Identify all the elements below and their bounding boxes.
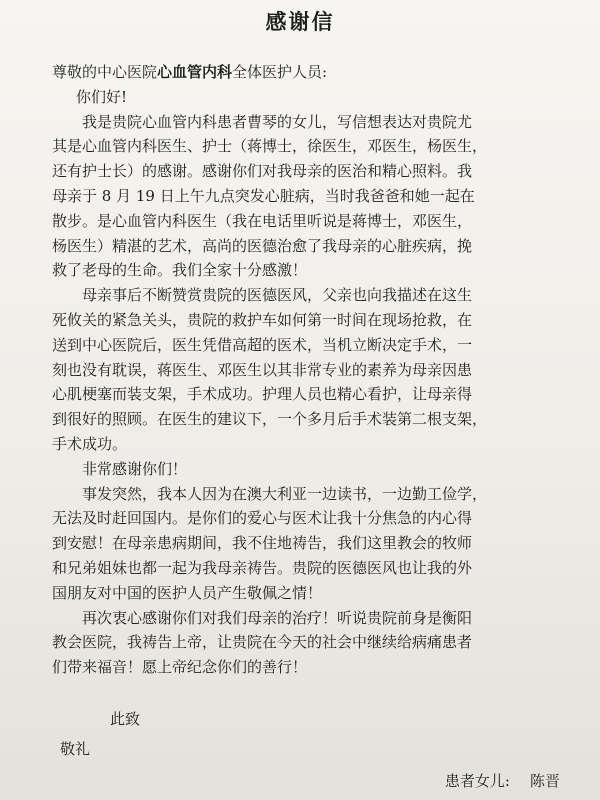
paragraph-line: 教会医院，我祷告上帝，让贵院在今天的社会中继续给病痛患者 [52, 633, 473, 652]
letter-title: 感谢信 [265, 9, 335, 34]
closing-phrase: 此致 [110, 710, 141, 728]
paragraph-line: 我是贵院心血管内科患者曹琴的女儿，写信想表达对贵院尤 [82, 112, 473, 131]
signature [445, 770, 560, 791]
paragraph-line: 母亲于 8 月 19 日上午九点突发心脏病，当时我爸爸和她一起在 [52, 186, 475, 205]
paragraph-line: 无法及时赶回国内。是你们的爱心与医术让我十分焦急的内心得 [52, 509, 473, 528]
paragraph-line: 非常感谢你们！ [82, 459, 188, 478]
salutation-suffix: 全体医护人员: [232, 63, 328, 81]
paragraph-line: 送到中心医院后，医生凭借高超的医术，当机立断决定手术，一 [52, 335, 473, 354]
salutation-prefix: 尊敬的中心医院 [52, 63, 158, 81]
paragraph-line: 救了老母的生命。我们全家十分感激！ [52, 261, 308, 280]
paragraph-line: 到安慰！在母亲患病期间，我不住地祷告，我们这里教会的牧师 [52, 534, 473, 553]
signature-name: 陈晋 [529, 772, 560, 790]
paragraph-line: 死攸关的紧急关头，贵院的救护车如何第一时间在现场抢救，在 [52, 310, 473, 329]
paragraph-line: 杨医生）精湛的艺术，高尚的医德治愈了我母亲的心脏疾病，挽 [52, 236, 473, 255]
paragraph-line: 心肌梗塞而装支架，手术成功。护理人员也精心看护，让母亲得 [52, 385, 473, 404]
letter-body [52, 60, 572, 680]
closing-salute: 敬礼 [60, 740, 91, 758]
signature-label: 患者女儿: [444, 772, 510, 790]
paragraph-line: 还有护士长）的感谢。感谢你们对我母亲的医治和精心照料。我 [52, 162, 473, 181]
paragraph-line: 手术成功。 [52, 434, 128, 453]
salutation-department: 心血管内科 [157, 63, 233, 81]
salutation [52, 60, 572, 85]
paragraph-line: 刻也没有耽误，蒋医生、邓医生以其非常专业的素养为母亲因患 [52, 360, 473, 379]
paragraph-line: 其是心血管内科医生、护士（蒋博士，徐医生，邓医生，杨医生， [52, 137, 488, 156]
paragraph-line: 国朋友对中国的医护人员产生敬佩之情！ [52, 583, 323, 602]
paragraph-line: 事发突然，我本人因为在澳大利亚一边读书，一边勤工俭学， [82, 484, 488, 503]
paragraph-line: 再次衷心感谢你们对我们母亲的治疗！听说贵院前身是衡阳 [82, 608, 473, 627]
greeting: 你们好! [76, 87, 128, 106]
paragraph-line: 母亲事后不断赞赏贵院的医德医风，父亲也向我描述在这生 [82, 286, 473, 305]
paragraph-line: 们带来福音！愿上帝纪念你们的善行！ [52, 658, 308, 677]
paragraph-line: 到很好的照顾。在医生的建议下，一个多月后手术装第二根支架， [52, 410, 488, 429]
paragraph-line: 散步。是心血管内科医生（我在电话里听说是蒋博士，邓医生， [52, 211, 473, 230]
paragraph-line: 和兄弟姐妹也都一起为我母亲祷告。贵院的医德医风也让我的外 [52, 558, 473, 577]
